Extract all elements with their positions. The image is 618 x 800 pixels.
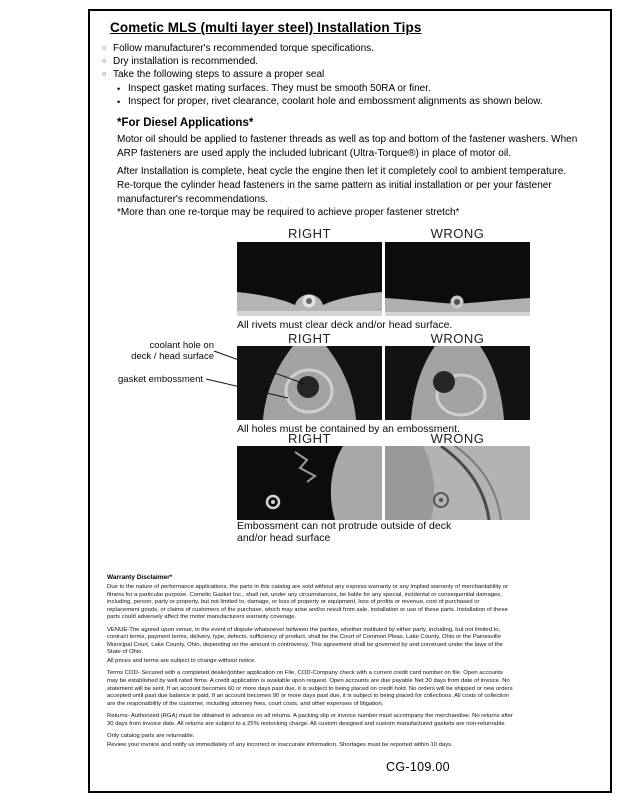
installation-tips-list — [102, 43, 596, 109]
coolant-hole-right-example-image — [237, 346, 382, 420]
circle-bullet-icon: ○ — [102, 45, 107, 52]
bullet-text: Follow manufacturer's recommended torque specifications. — [113, 43, 374, 54]
list-item — [102, 56, 596, 68]
bullet-text: Inspect gasket mating surfaces. They must be smooth 50RA or finer. — [128, 82, 431, 94]
diagram-caption: Embossment can not protrude outside of deck and/or head surface — [237, 520, 452, 545]
list-item — [117, 96, 596, 108]
coolant-hole-wrong-example-image — [385, 346, 530, 420]
right-label: RIGHT — [288, 331, 331, 346]
circle-bullet-icon: ○ — [102, 71, 107, 79]
page-code: CG-109.00 — [386, 760, 450, 774]
diesel-applications-heading: *For Diesel Applications* — [117, 117, 254, 129]
bullet-text: Inspect for proper, rivet clearance, coolant hole and embossment alignments as shown below. — [128, 95, 543, 107]
list-item — [102, 43, 596, 55]
warranty-paragraph: All prices and terms are subject to change without notice. — [107, 657, 256, 664]
bullet-text: Dry installation is recommended. — [113, 56, 259, 68]
rivet-right-example-image — [237, 242, 382, 316]
warranty-paragraph: Terms COD- Secured with a completed dealer/jobber application on File, COD-Company check with a current credit card number on file. Open accounts may be established by well rated firms. A credit application is available upon request. Open accounts are due payable Net 30 days from date of invoice. No statement will be sent. If an account becomes 60 or more days past due, it is subject to being placed on credit hold. No orders will be shipped or new orders accepted until past due balance is paid. If an account becomes 90 or more days past due, it is subject to being placed for collections. All costs of collection are the responsibility of the customer, including attorney fees, court costs, and other expenses of litigation. — [107, 670, 513, 707]
bullet-text: Take the following steps to assure a proper seal — [113, 69, 325, 81]
right-label: RIGHT — [288, 226, 331, 241]
warranty-disclaimer-heading: Warranty Disclaimer* — [107, 574, 173, 581]
diagram-caption: All rivets must clear deck and/or head surface. — [237, 319, 453, 331]
warranty-paragraph: VENUE-The agreed upon venue, in the event of dispute whatsoever between the parties, whether instituted by either party, including, but not limited to, contract terms, payment terms, delivery, type, defects, sufficiency of product, shall be the Court of Common Pleas, Lake County, Ohio or the Painesville Municipal Court, Lake County, Ohio, depending on the amount in controversy. This agreement shall be governed by and construed under the laws of the State of Ohio. — [107, 626, 503, 656]
list-item — [117, 83, 596, 95]
embossment-right-example-image — [237, 446, 382, 520]
dot-bullet-icon: • — [117, 96, 121, 107]
wrong-label: WRONG — [430, 331, 485, 346]
circle-bullet-icon: ○ — [102, 58, 107, 66]
diesel-paragraph-1: Motor oil should be applied to fastener threads as well as top and bottom of the fastener washers. When ARP fasteners are used apply the included lubricant (Ultra-Torque®) in place of motor oil. — [117, 134, 578, 159]
retorque-note: *More than one re-torque may be required to achieve proper fastener stretch* — [117, 207, 460, 218]
wrong-label: WRONG — [430, 431, 485, 446]
warranty-paragraph: Returns- Authorized (RGA) must be obtained in advance on all returns. A packing slip or invoice number must accompany the merchandise. No returns after 30 days from invoice date. All returns are subject to a 25% restocking charge. All custom designed and custom manufactured gaskets are non-returnable. — [107, 713, 514, 727]
callout-gasket-embossment-label: gasket embossment — [118, 374, 204, 385]
embossment-wrong-example-image — [385, 446, 530, 520]
list-item — [102, 69, 596, 81]
diesel-paragraph-2: After Installation is complete, heat cycle the engine then let it completely cool to ambient temperature. Re-torque the cylinder head fasteners in the same pattern as initial installation or per your fastener manufacturer's recommendations. — [117, 166, 567, 205]
page-title: Cometic MLS (multi layer steel) Installation Tips — [110, 20, 422, 35]
returns-note: Only catalog parts are returnable. — [107, 733, 195, 740]
warranty-disclaimer-body — [107, 584, 513, 754]
callout-coolant-hole-label: coolant hole on deck / head surface — [131, 340, 214, 363]
right-label: RIGHT — [288, 431, 331, 446]
rivet-wrong-example-image — [385, 242, 530, 316]
warranty-paragraph: Due to the nature of performance applications, the parts in this catalog are sold without any express warranty or any implied warranty of merchantability or fitness for a particular purpose. Cometic Gasket Inc., shall not, under any circumstances, be liable for any special, incidental or consequential damages, including, person, party or property, but not limited to, damage, or loss of property or equipment, loss of profits or revenue, cost of purchased or replacement goods, or claims of customers of the purchase, which may arise and/or result from sale, installation or use of these parts. Installation of these parts could adversely affect the motor manufacturers warranty coverage. — [107, 584, 509, 621]
dot-bullet-icon: • — [117, 83, 121, 94]
invoice-note: Review your invoice and notify us immediately of any incorrect or inaccurate information. Shortages must be reported within 10 days. — [107, 741, 453, 748]
diagram-caption: All holes must be contained by an embossment. — [237, 423, 460, 435]
wrong-label: WRONG — [430, 226, 485, 241]
